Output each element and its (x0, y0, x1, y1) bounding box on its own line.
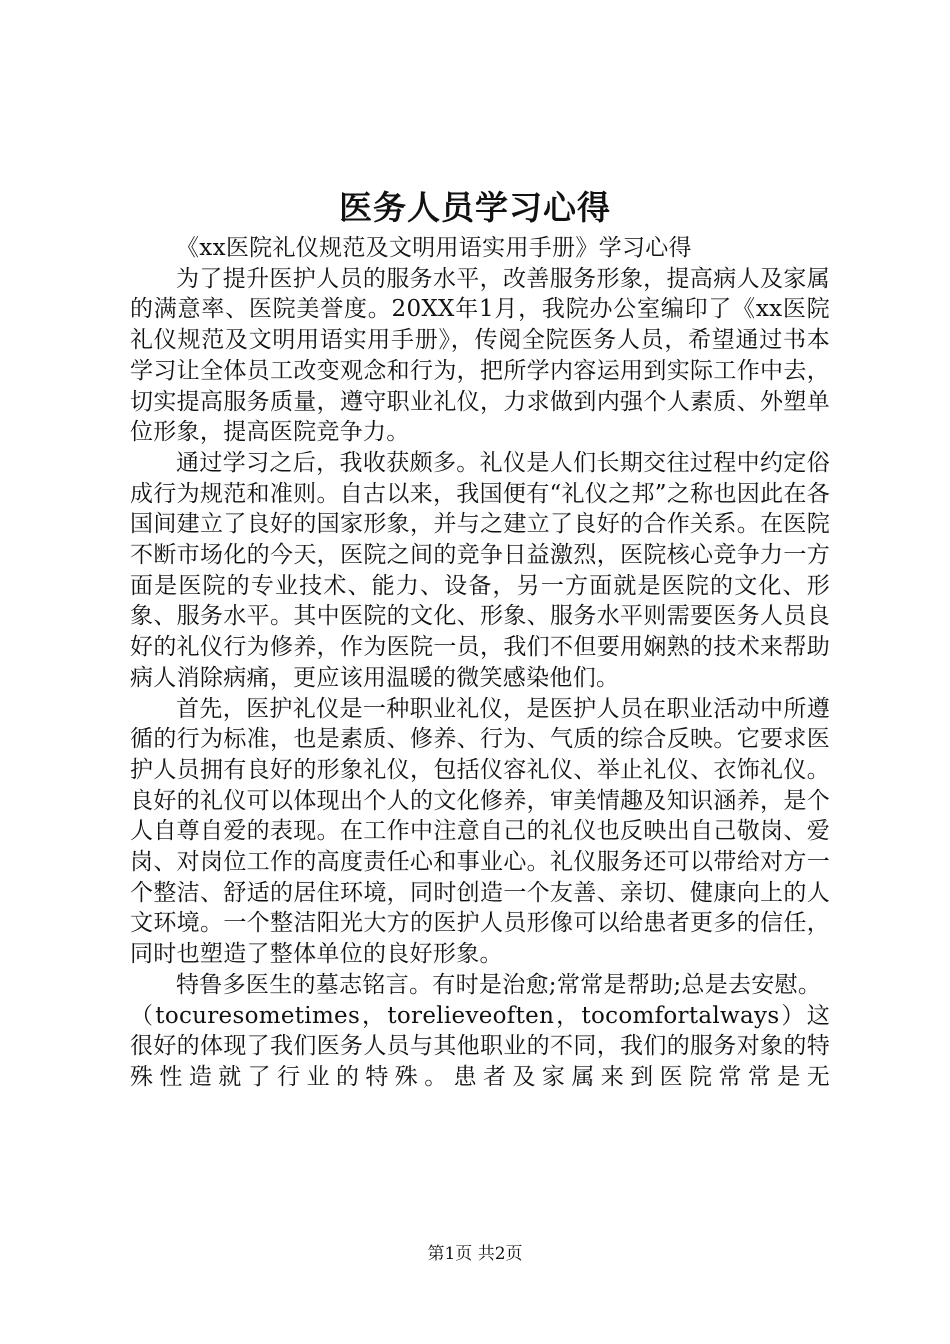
subtitle-paragraph: 《xx医院礼仪规范及文明用语实用手册》学习心得 (176, 235, 692, 261)
page-title: 医务人员学习心得 (339, 188, 611, 227)
paragraph-intro: 为了提升医护人员的服务水平，改善服务形象，提高病人及家属的满意率、医院美誉度。20XX年1月，我院办公室编印了《xx医院礼仪规范及文明用语实用手册》，传阅全院医务人员，希望通过书本学习让全体员工改变观念和行为，把所学内容运用到实际工作中去，切实提高服务质量，遵守职业礼仪，力求做到内强个人素质、外塑单位形象，提高医院竞争力。 (130, 265, 830, 446)
paragraph-motto-english: （tocuresometimes，torelieveoften，tocomfortalways）这很好的体现了我们医务人员与其他职业的不同，我们的服务对象的特殊性造就了行业的特殊。患者及家属来到医院常常是无 (130, 1002, 830, 1090)
page-footer: 第1页 共2页 (427, 1244, 523, 1264)
paragraph-gains: 通过学习之后，我收获颇多。礼仪是人们长期交往过程中约定俗成行为规范和准则。自古以来，我国便有“礼仪之邦”之称也因此在各国间建立了良好的国家形象，并与之建立了良好的合作关系。在医院不断市场化的今天，医院之间的竞争日益激烈，医院核心竞争力一方面是医院的专业技术、能力、设备，另一方面就是医院的文化、形象、服务水平。其中医院的文化、形象、服务水平则需要医务人员良好的礼仪行为修养，作为医院一员，我们不但要用娴熟的技术来帮助病人消除病痛，更应该用温暖的微笑感染他们。 (130, 449, 830, 691)
paragraph-etiquette: 首先，医护礼仪是一种职业礼仪，是医护人员在职业活动中所遵循的行为标准，也是素质、修养、行为、气质的综合反映。它要求医护人员拥有良好的形象礼仪，包括仪容礼仪、举止礼仪、衣饰礼仪。良好的礼仪可以体现出个人的文化修养，审美情趣及知识涵养，是个人自尊自爱的表现。在工作中注意自己的礼仪也反映出自己敬岗、爱岗、对岗位工作的高度责任心和事业心。礼仪服务还可以带给对方一个整洁、舒适的居住环境，同时创造一个友善、亲切、健康向上的人文环境。一个整洁阳光大方的医护人员形像可以给患者更多的信任，同时也塑造了整体单位的良好形象。 (130, 695, 830, 968)
document-body (130, 233, 830, 1093)
paragraph-motto: 特鲁多医生的墓志铭言。有时是治愈;常常是帮助;总是去安慰。 (176, 971, 822, 998)
